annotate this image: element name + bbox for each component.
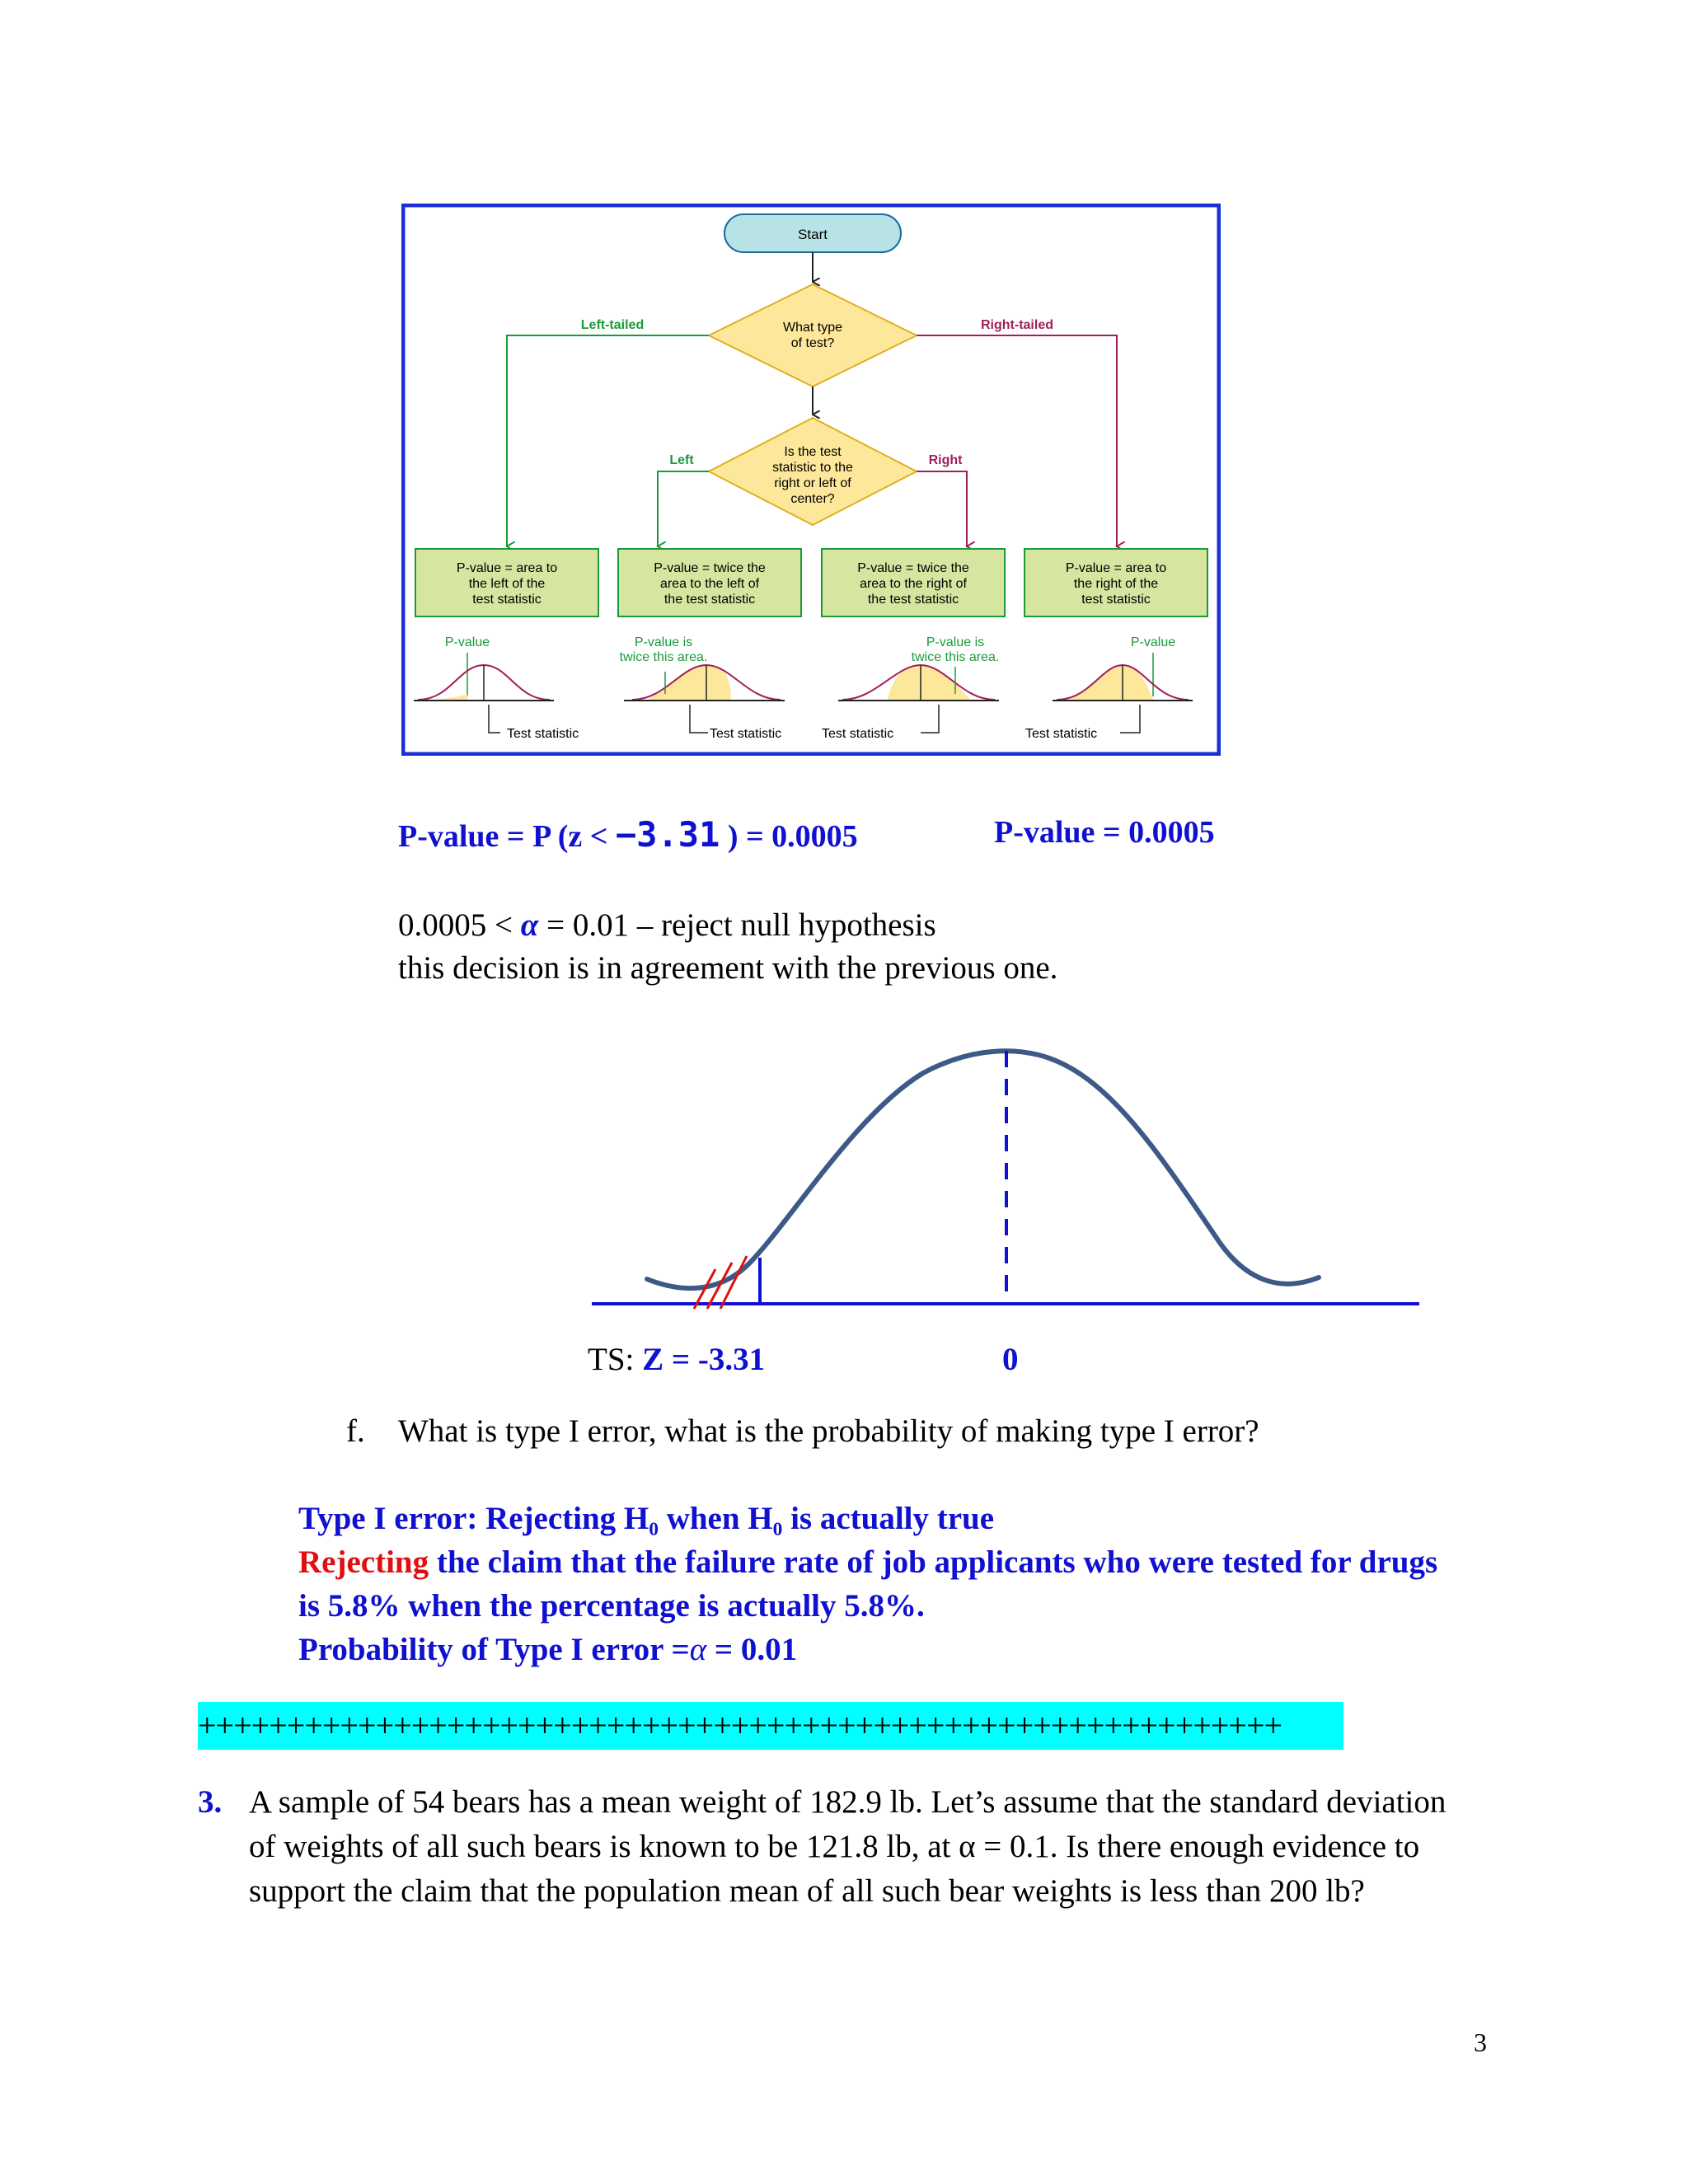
svg-text:Test statistic: Test statistic	[822, 727, 894, 741]
normal-curve-sketch	[577, 1047, 1434, 1327]
svg-text:the test statistic: the test statistic	[867, 593, 959, 607]
svg-text:P-value is: P-value is	[926, 635, 985, 649]
svg-text:P-value: P-value	[1130, 635, 1176, 649]
svg-text:Test statistic: Test statistic	[710, 727, 782, 741]
zero-label: 0	[1002, 1342, 1019, 1377]
result-box-left-tailed	[415, 549, 598, 616]
decision-line2: this decision is in agreement with the previous one.	[398, 950, 1058, 986]
decision-line1: 0.0005 < α = 0.01 – reject null hypothesis	[398, 907, 936, 943]
svg-text:P-value is: P-value is	[634, 635, 693, 649]
svg-text:Test statistic: Test statistic	[1025, 727, 1098, 741]
svg-text:twice this area.: twice this area.	[619, 650, 708, 664]
answer-f-line4: Probability of Type I error =α = 0.01	[298, 1632, 798, 1667]
pvalue-flowchart	[401, 204, 1221, 756]
svg-text:the test statistic: the test statistic	[663, 593, 756, 607]
sketch-curve	[647, 1051, 1319, 1288]
svg-text:the left of the: the left of the	[468, 577, 546, 591]
pvalue-computation: P-value = P (z < −3.31 ) = 0.0005	[398, 814, 858, 855]
svg-text:area to the left of: area to the left of	[659, 577, 760, 591]
start-label: Start	[798, 227, 828, 242]
question-3-line3: support the claim that the population mean of all such bear weights is less than 200 lb?	[249, 1873, 1365, 1909]
question-3-line2: of weights of all such bears is known to be 121.8 lb, at α = 0.1. Is there enough evidence to	[249, 1829, 1420, 1864]
question-f-text: What is type I error, what is the probability of making type I error?	[398, 1413, 1259, 1449]
result-box-two-tailed-left	[618, 549, 801, 616]
svg-text:the right of the: the right of the	[1073, 577, 1159, 591]
question-f-letter: f.	[346, 1413, 365, 1449]
result-box-right-tailed	[1025, 549, 1207, 616]
svg-text:P-value: P-value	[444, 635, 490, 649]
question-3-line1: A sample of 54 bears has a mean weight of 182.9 lb. Let’s assume that the standard deviation	[249, 1784, 1447, 1820]
tail-hatch	[694, 1256, 747, 1309]
result-box-two-tailed-right	[822, 549, 1005, 616]
svg-text:P-value = twice the: P-value = twice the	[654, 561, 766, 575]
test-statistic-label: TS: Z = -3.31	[588, 1342, 766, 1377]
decision1-line1: What type	[782, 321, 843, 335]
decision2-line2: statistic to the	[772, 461, 853, 475]
svg-text:P-value = twice the: P-value = twice the	[857, 561, 969, 575]
answer-f-line3: is 5.8% when the percentage is actually 5.8%.	[298, 1588, 925, 1624]
svg-text:test statistic: test statistic	[472, 593, 542, 607]
separator-bar: +++++++++++++++++++++++++++++++++++++++++++++++++++++++++++++	[198, 1702, 1343, 1750]
svg-text:P-value = area to: P-value = area to	[1065, 561, 1167, 575]
question-3-number: 3.	[198, 1784, 223, 1820]
svg-text:test statistic: test statistic	[1081, 593, 1151, 607]
svg-text:area to the right of: area to the right of	[860, 577, 967, 591]
answer-f-line1: Type I error: Rejecting H₀ when H₀ is actually true	[298, 1501, 995, 1536]
svg-text:P-value = area to: P-value = area to	[456, 561, 558, 575]
pvalue-result: P-value = 0.0005	[994, 815, 1215, 850]
answer-f-line2: Rejecting the claim that the failure rate of job applicants who were tested for drugs	[298, 1544, 1438, 1580]
svg-text:Test statistic: Test statistic	[507, 727, 579, 741]
left-tailed-label: Left-tailed	[580, 318, 645, 332]
decision2-line1: Is the test	[784, 445, 842, 459]
decision2-line4: center?	[790, 492, 835, 506]
page-number: 3	[1474, 2027, 1487, 2057]
svg-text:twice this area.: twice this area.	[911, 650, 1000, 664]
right-tailed-label: Right-tailed	[981, 318, 1053, 332]
decision1-line2: of test?	[790, 336, 835, 350]
right-label: Right	[928, 453, 963, 467]
left-label: Left	[669, 453, 694, 467]
decision2-line3: right or left of	[774, 476, 851, 490]
